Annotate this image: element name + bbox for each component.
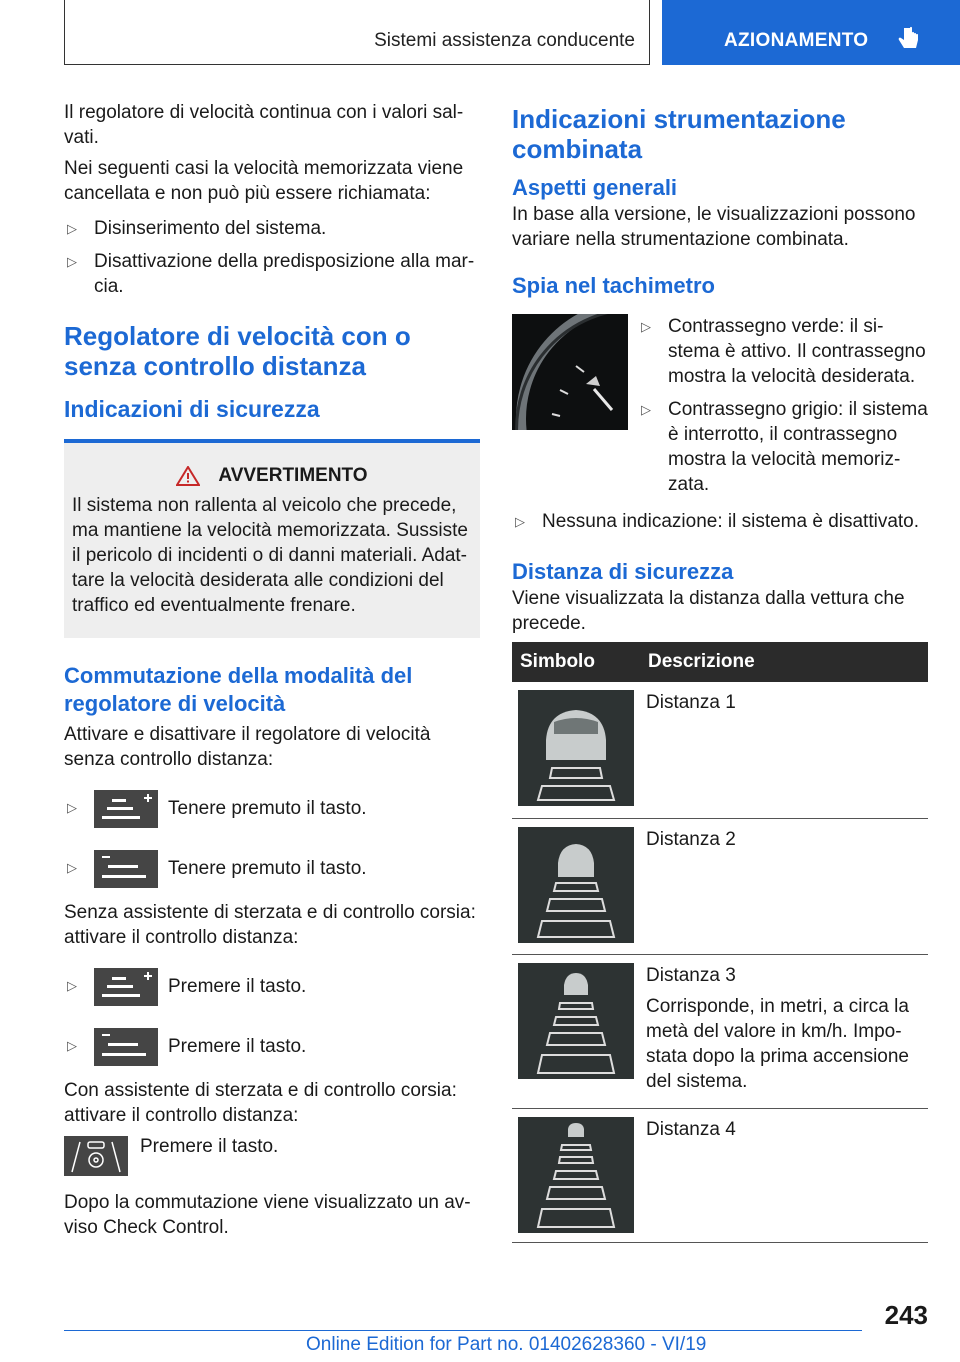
no-assist-text: Senza assistente di sterzata e di controllo corsia: attivare il controllo distanza:: [64, 902, 476, 948]
table-cell: [512, 818, 640, 954]
intro-text-1: Il regolatore di velocità continua con i valori salvati.: [64, 102, 464, 148]
footer-edition: [306, 1334, 706, 1356]
no-indication-list: [512, 509, 928, 534]
hand-pointer-icon: [898, 26, 920, 52]
tacho-block: [512, 314, 928, 505]
distance-plus-button-icon: [94, 968, 158, 1006]
outro-text: Dopo la commutazione viene visualizzato un avviso Check Control.: [64, 1192, 471, 1238]
intro-text-2: Nei seguenti casi la velocità memorizzata viene cancellata e non può più essere richiamata:: [64, 158, 464, 204]
list-item: [64, 780, 480, 838]
press-label: ▷ Premere il tasto.: [168, 1036, 307, 1057]
press-label: ▷ Premere il tasto.: [168, 976, 307, 997]
list-item: ▷ Contrassegno verde: il sistema è attivo. Il contrassegno mostra la velocità desiderata.: [638, 314, 928, 389]
table-cell: [640, 1108, 928, 1242]
warning-text: Il sistema non rallenta al veicolo che precede, ma mantiene la velocità memorizzata. Sussiste il pericolo di incidenti o di danni materiali. Adattare la velocità desiderata alle condizioni del traffico ed eventualmente frenare.: [72, 495, 468, 616]
left-column: [64, 100, 480, 1246]
table-row: [512, 818, 928, 954]
list-item: [64, 1018, 480, 1076]
table-cell: [640, 954, 928, 1108]
list-item: ▷ Contrassegno grigio: il sistema è interrotto, il contrassegno mostra la velocità memorizzata.: [638, 397, 928, 497]
switch-intro: Attivare e disattivare il regolatore di velocità senza controllo distanza:: [64, 724, 431, 770]
table-row: [512, 1108, 928, 1242]
distance-heading: Distanza di sicurezza: [512, 559, 734, 584]
list-item: [64, 958, 480, 1016]
page-number: 243: [884, 1300, 928, 1330]
reset-cases-list: [64, 216, 480, 299]
table-cell: [512, 1108, 640, 1242]
with-assist-text: Con assistente di sterzata e di controllo corsia: attivare il controllo distanza:: [64, 1080, 457, 1126]
safety-heading: Indicazioni di sicurezza: [64, 396, 320, 422]
hold-label: ▷ Tenere premuto il tasto.: [168, 798, 367, 819]
header-chapter-label: AZIONAMENTO: [724, 30, 869, 51]
table-cell: [640, 682, 928, 818]
tacho-list: [638, 314, 928, 505]
table-cell: [512, 682, 640, 818]
lane-assist-button-icon: [64, 1136, 128, 1176]
cluster-heading: Indicazioni strumentazione combinata: [512, 104, 846, 164]
warning-header: [72, 465, 472, 487]
tacho-heading: Spia nel tachimetro: [512, 273, 715, 298]
list-item: ▷ Disinserimento del sistema.: [64, 216, 480, 241]
row-title: Distanza 4: [646, 1118, 736, 1140]
list-item: ▷ Nessuna indicazione: il sistema è disattivato.: [512, 509, 928, 534]
general-text: In base alla versione, le visualizzazioni possono variare nella strumentazione combinata.: [512, 204, 916, 250]
distance-table: [512, 642, 928, 1243]
table-cell: [512, 954, 640, 1108]
distance-2-image: [518, 827, 634, 943]
general-heading: Aspetti generali: [512, 175, 678, 200]
distance-plus-button-icon: [94, 790, 158, 828]
col-symbol: Simbolo: [512, 642, 640, 682]
table-cell: [640, 818, 928, 954]
row-title: Distanza 3: [646, 964, 736, 986]
distance-1-image: [518, 690, 634, 806]
row-title: Distanza 1: [646, 692, 736, 713]
list-item: [64, 840, 480, 898]
distance-text: Viene visualizzata la distanza dalla vettura che precede.: [512, 588, 905, 634]
col-description: Descrizione: [640, 642, 928, 682]
lane-assist-row: [64, 1136, 480, 1176]
list-item: ▷ Disattivazione della predisposizione alla marcia.: [64, 249, 480, 299]
distance-minus-button-icon: [94, 850, 158, 888]
row-title: Distanza 2: [646, 828, 736, 850]
header-section-box: [64, 0, 650, 65]
header-chapter-tab[interactable]: [662, 0, 960, 65]
section-heading: Regolatore di velocità con o senza controllo distanza: [64, 321, 411, 381]
footer-edition-text: Online Edition for Part no. 01402628360 - VI/19: [306, 1334, 707, 1355]
press-single-label: Premere il tasto.: [140, 1136, 279, 1157]
speedometer-image: [512, 314, 628, 430]
hold-label: ▷ Tenere premuto il tasto.: [168, 858, 367, 879]
row-extra: Corrisponde, in metri, a circa la metà del valore in km/h. Impostata dopo la prima accensione del sistema.: [646, 995, 909, 1092]
distance-3-image: [518, 963, 634, 1079]
warning-box: [64, 439, 480, 638]
table-row: [512, 682, 928, 818]
header-section-title: Sistemi assistenza conducente: [374, 30, 635, 51]
distance-4-image: [518, 1117, 634, 1233]
footer-rule: [64, 1330, 862, 1331]
switch-heading: Commutazione della modalità del regolatore di velocità: [64, 663, 413, 716]
distance-minus-button-icon: [94, 1028, 158, 1066]
warning-triangle-icon: [176, 466, 200, 486]
table-row: [512, 954, 928, 1108]
right-column: [512, 100, 928, 1243]
warning-title: AVVERTIMENTO: [218, 465, 368, 486]
table-header-row: [512, 642, 928, 682]
